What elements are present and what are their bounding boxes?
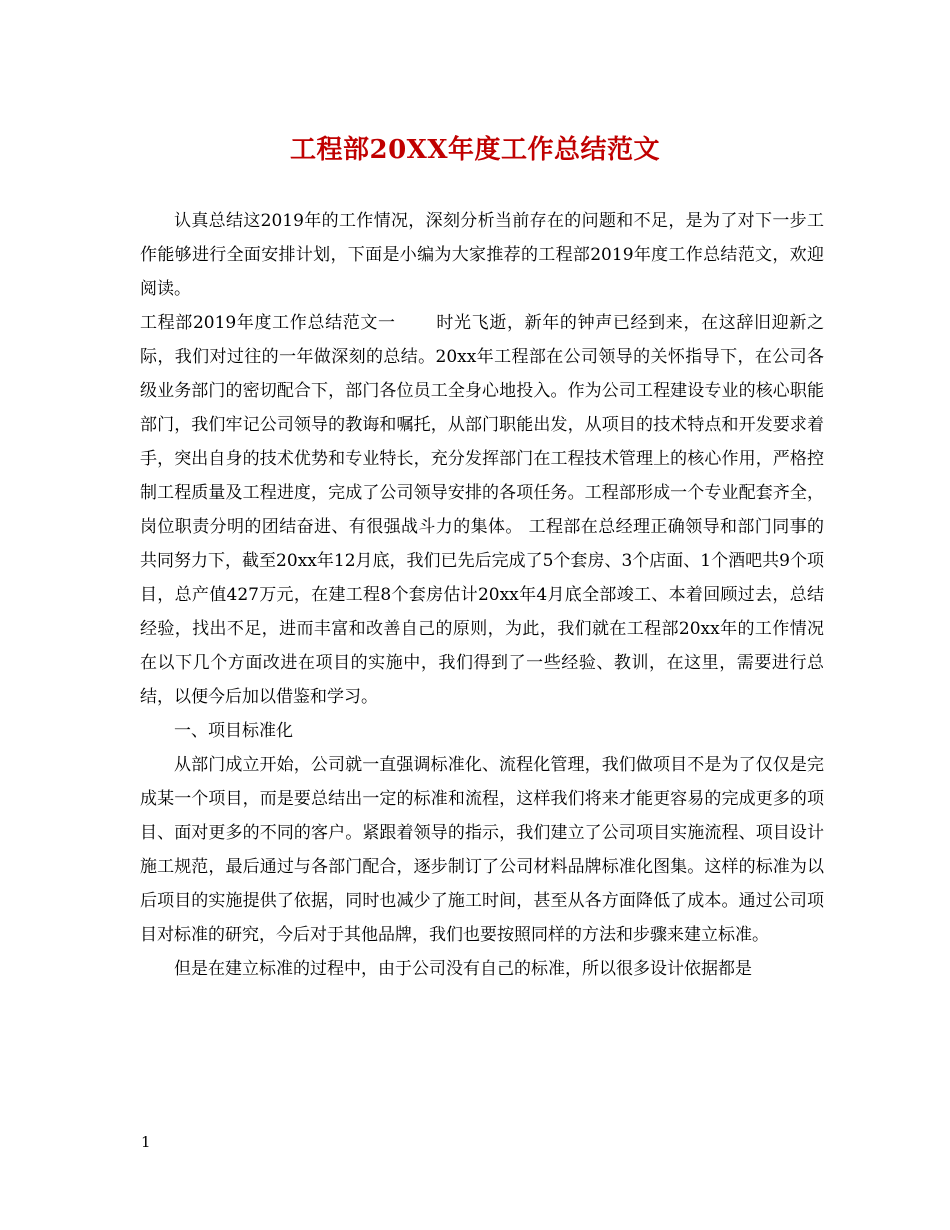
continuation-paragraph: 但是在建立标准的过程中，由于公司没有自己的标准，所以很多设计依据都是 [174, 959, 752, 979]
document-title: 工程部20XX年度工作总结范文 [289, 135, 661, 165]
section-body: 时光飞逝，新年的钟声已经到来，在这辞旧迎新之际，我们对过往的一年做深刻的总结。20xx年工程部在公司领导的关怀指导下，在公司各级业务部门的密切配合下，部门各位员工全身心地投入。作为公司工程建设专业的核心职能部门，我们牢记公司领导的教诲和嘱托，从部门职能出发，从项目的技术特点和开发要求着手，突出自身的技术优势和专业特长，充分发挥部门在工程技术管理上的核心作用，严格控制工程质量及工程进度，完成了公司领导安排的各项任务。工程部形成一个专业配套齐全，岗位职责分明的团结奋进、有很强战斗力的集体。 工程部在总经理正确领导和部门同事的共同努力下，截至20xx年12月底，我们已先后完成了5个套房、3个店面、1个酒吧共9个项目，总产值427万元，在建工程8个套房估计20xx年4月底全部竣工、本着回顾过去，总结经验，找出不足，进而丰富和改善自己的原则，为此，我们就在工程部20xx年的工作情况在以下几个方面改进在项目的实施中，我们得到了一些经验、教训，在这里，需要进行总结，以便今后加以借鉴和学习。 [140, 313, 825, 707]
intro-paragraph: 认真总结这2019年的工作情况，深刻分析当前存在的问题和不足，是为了对下一步工作能够进行全面安排计划，下面是小编为大家推荐的工程部2019年度工作总结范文，欢迎阅读。 [140, 211, 824, 299]
subheading-project-standardization: 一、项目标准化 [174, 721, 293, 741]
standardization-paragraph: 从部门成立开始，公司就一直强调标准化、流程化管理，我们做项目不是为了仅仅是完成某一个项目，而是要总结出一定的标准和流程，这样我们将来才能更容易的完成更多的项目、面对更多的不同的客户。紧跟着领导的指示，我们建立了公司项目实施流程、项目设计施工规范，最后通过与各部门配合，逐步制订了公司材料品牌标准化图集。这样的标准为以后项目的实施提供了依据，同时也减少了施工时间，甚至从各方面降低了成本。通过公司项目对标准的研究，今后对于其他品牌，我们也要按照同样的方法和步骤来建立标准。 [140, 755, 824, 945]
page-number: 1 [141, 1133, 151, 1151]
document-body [140, 204, 824, 986]
section-paragraph [140, 306, 824, 714]
section-heading: 工程部2019年度工作总结范文一 [140, 313, 396, 333]
